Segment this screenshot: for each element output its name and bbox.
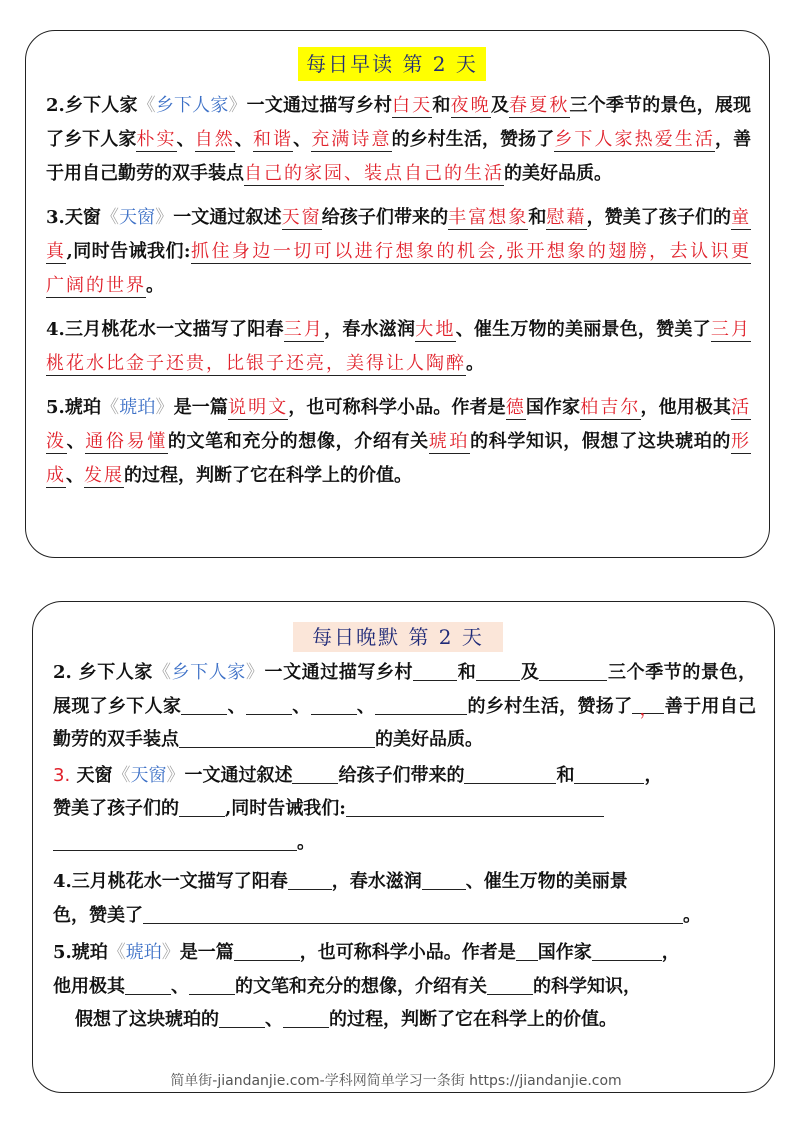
text: 、	[66, 465, 84, 486]
answer: 丰富想象	[448, 207, 529, 228]
answer-blank[interactable]	[346, 796, 604, 817]
answer-blank[interactable]	[292, 763, 338, 784]
text: 一文通过叙述	[173, 207, 282, 228]
text: ，	[644, 764, 663, 786]
text: 是一篇	[179, 942, 234, 963]
answer: 童真	[46, 207, 752, 262]
evening-title: 每日晚默 第 2 天	[293, 622, 503, 652]
text: ，春水滋润	[324, 319, 416, 340]
text: 、催生万物的美丽景色，赞美了	[455, 319, 711, 340]
answer-blank[interactable]	[413, 660, 457, 681]
answer-blank[interactable]	[464, 763, 556, 784]
answer-blank[interactable]	[246, 694, 292, 715]
answer-blank[interactable]	[375, 694, 467, 715]
answer-blank[interactable]	[181, 694, 227, 715]
text: 及	[490, 95, 510, 116]
text: 的美好品质。	[504, 163, 612, 184]
answer: 三月桃花水比金子还贵，比银子还亮，美得让人陶醉	[46, 319, 752, 374]
text: ,同时告诫我们:	[225, 798, 346, 819]
q-number: 4.	[46, 319, 65, 340]
text: 。	[297, 831, 315, 853]
answer: 自己的家园、装点自己的生活	[244, 163, 504, 184]
text: ,同时告诫我们:	[66, 241, 191, 262]
answer-blank[interactable]	[476, 660, 520, 681]
text: 赞扬了	[577, 695, 633, 717]
book-title: 天窗	[130, 764, 167, 786]
text: 一文通过描写乡村	[246, 95, 392, 116]
answer: 和谐	[252, 129, 294, 150]
book-title: 琥珀	[125, 942, 162, 963]
text: 琥珀	[64, 397, 102, 418]
answer: 德	[505, 397, 526, 418]
text: 的文笔和充分的想像，介绍有关	[167, 431, 429, 452]
answer-blank[interactable]	[143, 903, 683, 924]
text: 、	[291, 695, 311, 717]
answer-blank[interactable]	[516, 940, 538, 961]
q-number: 5.	[46, 397, 65, 418]
text: 、	[176, 129, 195, 150]
text: 三月桃花水一文描写了阳春	[71, 871, 288, 892]
text: 和	[556, 764, 575, 786]
text: 他用极其	[53, 975, 125, 997]
text: 国作家	[537, 942, 592, 963]
answer: 说明文	[227, 397, 289, 418]
text: 的过程，判断了它在科学上的价值。	[329, 1009, 617, 1030]
answer-blank[interactable]	[311, 694, 357, 715]
answer-blank[interactable]	[179, 796, 225, 817]
text: 、	[66, 431, 86, 452]
answer-blank[interactable]	[179, 727, 375, 748]
text: 乡下人家	[78, 662, 153, 683]
text: 。	[146, 275, 164, 296]
text: 乡下人家	[64, 95, 138, 116]
morning-body	[46, 89, 751, 503]
answer: 充满诗意	[311, 129, 392, 150]
text: ，	[661, 942, 680, 963]
book-mark-open: 《	[107, 942, 126, 963]
answer-blank[interactable]	[632, 693, 664, 720]
text: 的文笔和充分的想像，介绍有关	[235, 975, 487, 997]
text: 天窗	[64, 207, 101, 228]
answer-blank[interactable]	[219, 1007, 265, 1028]
answer-blank[interactable]	[487, 974, 533, 995]
book-title: 乡下人家	[155, 95, 229, 116]
answer-blank[interactable]	[125, 974, 171, 995]
book-mark-open: 《	[137, 95, 156, 116]
text: 琥珀	[71, 942, 108, 963]
text: 天窗	[70, 764, 113, 786]
text: 给孩子们带来的	[321, 207, 449, 228]
text: 的乡村生活，	[467, 695, 578, 717]
text: 的过程，判断了它在科学上的价值。	[124, 465, 412, 486]
text: ，也可称科学小品。作者是	[299, 942, 516, 963]
answer: 形成	[46, 431, 752, 486]
q-number: 2.	[53, 662, 79, 683]
text: 、催生万物的美丽景	[465, 871, 628, 892]
q-number: 3.	[53, 764, 71, 786]
morning-q4	[46, 313, 751, 381]
answer-blank[interactable]	[574, 763, 644, 784]
evening-dictation-card	[32, 601, 775, 1093]
text: 、	[171, 975, 189, 997]
answer: 三月	[283, 319, 325, 340]
answer-blank[interactable]	[283, 1007, 329, 1028]
book-mark-close: 》	[155, 207, 174, 228]
text: 的乡村生活，赞扬了	[391, 129, 555, 150]
text: 一文通过叙述	[184, 764, 293, 786]
answer-blank[interactable]	[53, 830, 297, 851]
answer: 通俗易懂	[85, 431, 168, 452]
answer: 白天	[392, 95, 433, 116]
text: 。	[466, 353, 484, 374]
text: 一文通过描写乡村	[264, 662, 414, 683]
book-mark-close: 》	[161, 942, 180, 963]
answer: 自然	[194, 129, 235, 150]
text: 的科学知识，	[533, 975, 641, 997]
answer: 琥珀	[428, 431, 471, 452]
morning-title: 每日早读 第 2 天	[298, 47, 486, 81]
text: 、	[265, 1009, 283, 1030]
answer: 慰藉	[546, 207, 587, 228]
answer-blank[interactable]	[189, 974, 235, 995]
answer: 大地	[415, 319, 456, 340]
text: 、	[234, 129, 253, 150]
text: 、	[293, 129, 312, 150]
text: 。	[683, 904, 701, 926]
text: 及	[520, 662, 540, 683]
answer: 春夏秋	[509, 95, 570, 116]
q-number: 2.	[46, 95, 65, 116]
text: 的美好品质。	[375, 729, 483, 750]
book-mark-close: 》	[245, 662, 265, 683]
answer: 活泼	[46, 397, 752, 452]
text: 国作家	[525, 397, 581, 418]
text: 假想了这块琥珀的	[75, 1009, 219, 1030]
morning-q5	[46, 391, 751, 493]
text: 、	[227, 695, 246, 717]
book-title: 乡下人家	[171, 662, 246, 683]
text: ，善于用自己勤劳的双手装点	[46, 129, 752, 184]
text: 赞美了孩子们的	[53, 798, 179, 819]
text: 色，赞美了	[53, 904, 143, 926]
evening-q4	[53, 865, 756, 932]
morning-reading-card	[25, 30, 770, 558]
answer: 天窗	[281, 207, 322, 228]
morning-q2	[46, 89, 751, 191]
evening-q5	[53, 936, 756, 1037]
answer: 柏吉尔	[580, 397, 641, 418]
text: ，也可称科学小品。作者是	[288, 397, 506, 418]
book-mark-open: 《	[101, 397, 120, 418]
evening-q3	[53, 759, 756, 860]
q-number: 3.	[46, 207, 65, 228]
answer: 朴实	[136, 129, 177, 150]
book-mark-close: 》	[166, 764, 185, 786]
text: 和	[457, 662, 477, 683]
book-title: 琥珀	[119, 397, 156, 418]
answer-blank[interactable]	[539, 660, 607, 681]
book-mark-close: 》	[155, 397, 174, 418]
book-title: 天窗	[119, 207, 156, 228]
text: 是一篇	[173, 397, 228, 418]
text: 和	[432, 95, 451, 116]
q-number: 4.	[53, 871, 72, 892]
red-mark: ，	[639, 698, 658, 720]
text: 善于用自己勤劳的双手装点	[53, 695, 757, 750]
evening-q2	[53, 656, 756, 757]
answer: 发展	[84, 465, 124, 486]
book-mark-open: 《	[152, 662, 172, 683]
text: ，春水滋润	[331, 871, 422, 892]
answer: 夜晚	[450, 95, 491, 116]
book-mark-close: 》	[228, 95, 247, 116]
evening-body	[53, 656, 756, 1047]
answer-blank[interactable]	[234, 940, 300, 961]
book-mark-open: 《	[100, 207, 120, 228]
text: 三个季节的景色，展现了乡下人家	[46, 95, 752, 150]
text: 三月桃花水一文描写了阳春	[64, 319, 284, 340]
text: 给孩子们带来的	[338, 764, 465, 786]
text: 的科学知识，假想了这块琥珀的	[470, 431, 732, 452]
text: ，赞美了孩子们的	[586, 207, 732, 228]
answer-blank[interactable]	[288, 869, 332, 890]
answer: 乡下人家热爱生活	[554, 129, 715, 150]
text: ，他用极其	[640, 397, 732, 418]
answer: 抓住身边一切可以进行想象的机会,张开想象的翅膀，去认识更广阔的世界	[46, 241, 751, 296]
text: 和	[528, 207, 547, 228]
answer-blank[interactable]	[422, 869, 466, 890]
q-number: 5.	[53, 942, 72, 963]
morning-q3	[46, 201, 751, 303]
book-mark-open: 《	[112, 764, 131, 786]
text: 三个季节的景色，展现了乡下人家	[53, 662, 757, 717]
footer-watermark: 简单街-jiandanjie.com-学科网简单学习一条街 https://jiandanjie.com	[170, 1073, 622, 1089]
text: 、	[356, 695, 376, 717]
answer-blank[interactable]	[592, 940, 662, 961]
